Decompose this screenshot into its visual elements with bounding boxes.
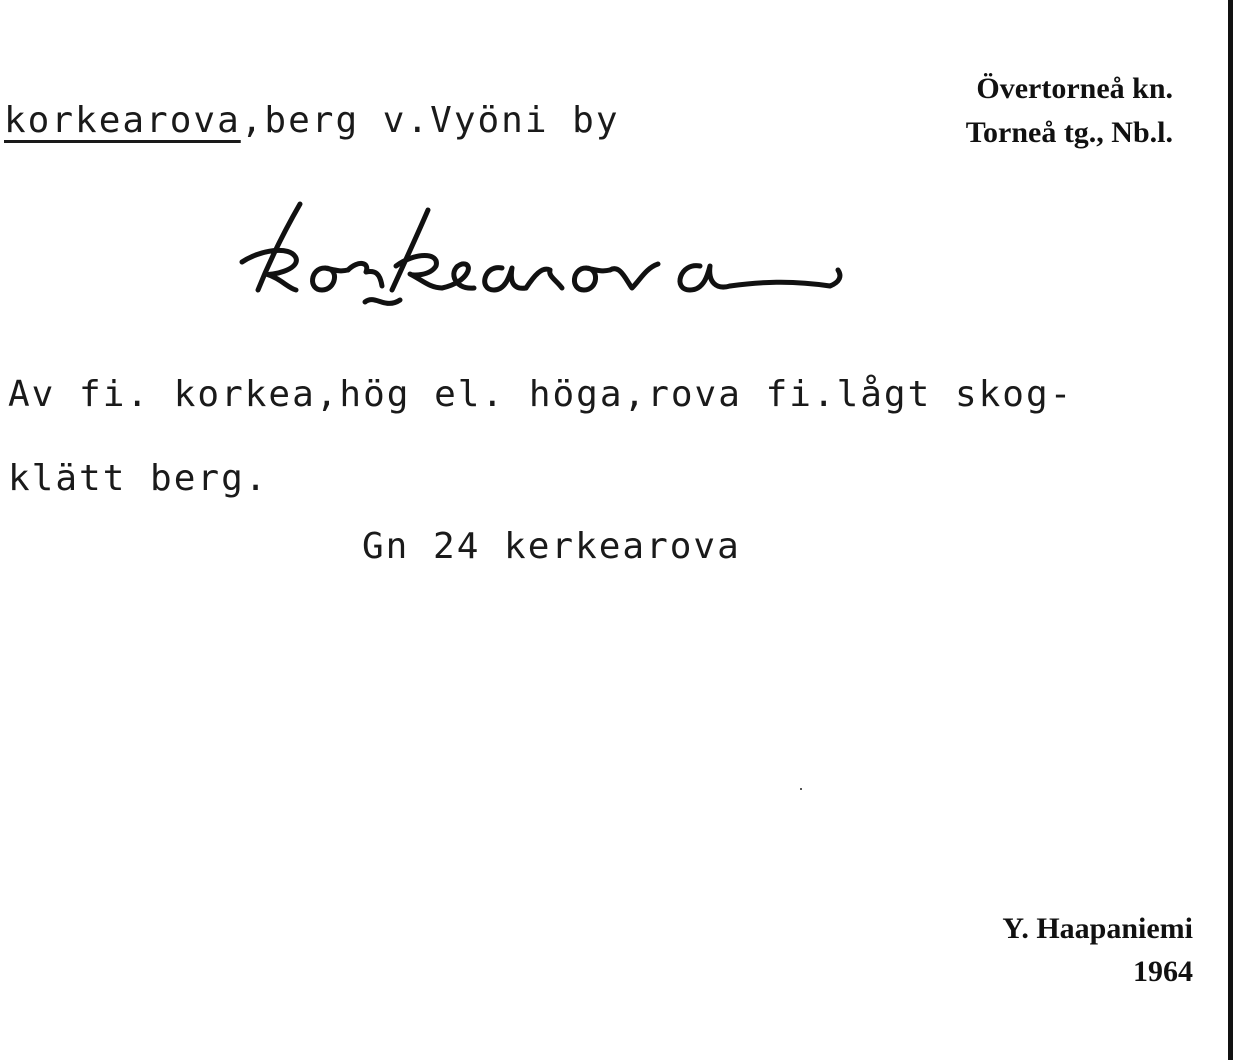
author-name: Y. Haapaniemi [1002, 912, 1193, 945]
scan-speck [800, 788, 802, 790]
handwritten-form [230, 190, 890, 330]
etymology-line-2: klätt berg. [8, 458, 269, 499]
author-year: 1964 [1133, 955, 1193, 988]
reference-line: Gn 24 kerkearova [362, 526, 741, 567]
district-label: Torneå tg., Nb.l. [965, 116, 1173, 149]
etymology-line-1: Av fi. korkea,hög el. höga,rova fi.lågt skog- [8, 374, 1074, 415]
card-edge [1228, 0, 1233, 1060]
headword-description: ,berg v.Vyöni by [240, 100, 620, 141]
headword: korkearova [4, 100, 241, 141]
parish-label: Övertorneå kn. [976, 72, 1173, 105]
headword-line [4, 100, 620, 141]
